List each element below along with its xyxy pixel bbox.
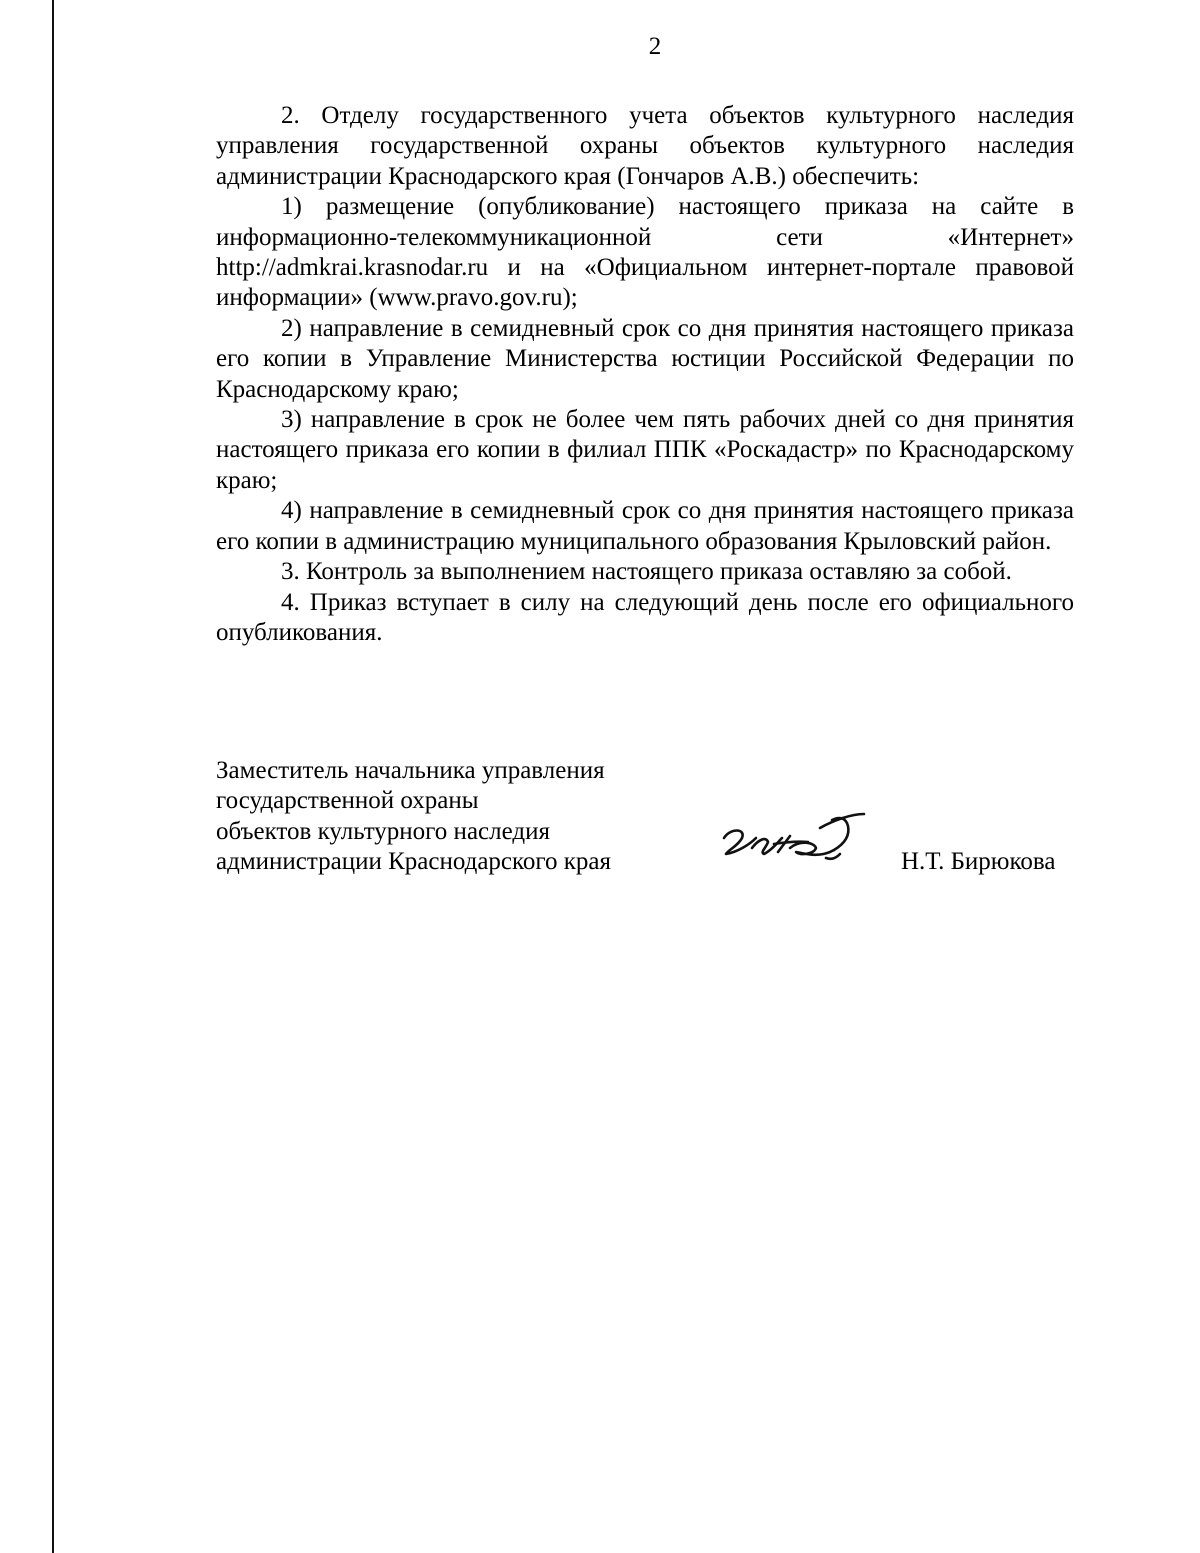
paragraph-item-3: 3. Контроль за выполнением настоящего приказа оставляю за собой.: [281, 558, 1012, 586]
paragraph-subitem-3: 3) направление в срок не более чем пять рабочих дней со дня принятия настоящего приказа его копии в филиал ППК «Роскадастр» по Краснодарскому краю;: [216, 406, 1074, 494]
signer-title-line: государственной охраны: [216, 787, 479, 815]
handwritten-signature: [716, 808, 866, 878]
signer-name: Н.Т. Бирюкова: [901, 848, 1056, 875]
signer-title-line: объектов культурного наследия: [216, 817, 550, 845]
paragraph-subitem-4: 4) направление в семидневный срок со дня принятия настоящего приказа его копии в администрацию муниципального образования Крыловский район.: [216, 497, 1074, 555]
paragraph-item-4: 4. Приказ вступает в силу на следующий день после его официального опубликования.: [216, 588, 1074, 646]
scan-edge-line: [52, 0, 54, 1553]
paragraph-subitem-1: 1) размещение (опубликование) настоящего приказа на сайте в информационно-телекоммуникационной сети «Интернет» http://admkrai.krasnodar.ru и на «Официальном интернет-портале правовой информации» (www.pravo.gov.ru);: [216, 193, 1074, 312]
signer-title-line: Заместитель начальника управления: [216, 757, 605, 784]
signer-title-line: администрации Краснодарского края: [216, 848, 612, 876]
signature-block: [216, 756, 1074, 878]
paragraph-subitem-2: 2) направление в семидневный срок со дня принятия настоящего приказа его копии в Управление Министерства юстиции Российской Федерации по Краснодарскому краю;: [216, 314, 1074, 403]
page-number: 2: [648, 33, 662, 60]
document-body: [216, 101, 1074, 648]
paragraph-item-2: 2. Отделу государственного учета объектов культурного наследия управления государственной охраны объектов культурного наследия администрации Краснодарского края (Гончаров А.В.) обеспечить:: [216, 102, 1074, 190]
